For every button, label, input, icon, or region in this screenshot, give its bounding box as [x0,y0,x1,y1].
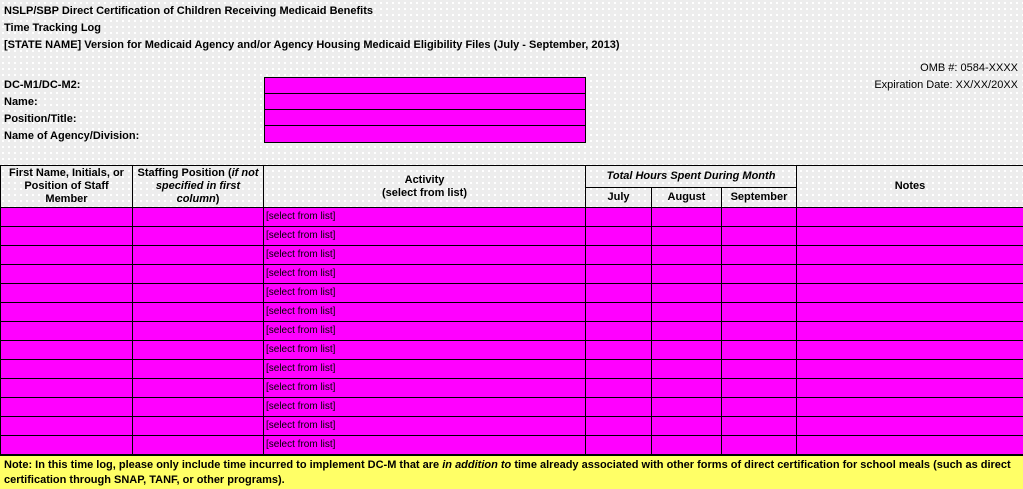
hours-august-cell[interactable] [652,322,722,341]
staffing-position-cell[interactable] [133,303,264,322]
note-banner [0,455,1023,489]
name-input[interactable] [265,94,585,110]
notes-cell[interactable] [797,417,1023,436]
hours-august-cell[interactable] [652,379,722,398]
hours-july-cell[interactable] [586,417,652,436]
activity-select-cell[interactable]: [select from list] [264,265,586,284]
notes-cell[interactable] [797,379,1023,398]
staffing-header-suffix: ) [215,193,220,205]
hours-july-cell[interactable] [586,284,652,303]
hours-september-cell[interactable] [722,398,797,417]
table-row [1,303,1023,322]
staff-name-cell[interactable] [1,284,133,303]
hours-august-cell[interactable] [652,265,722,284]
staffing-position-cell[interactable] [133,246,264,265]
hours-september-cell[interactable] [722,303,797,322]
staffing-position-cell[interactable] [133,265,264,284]
hours-july-cell[interactable] [586,322,652,341]
document-titles [4,3,620,54]
staff-name-cell[interactable] [1,417,133,436]
hours-august-cell[interactable] [652,436,722,455]
staff-name-cell[interactable] [1,246,133,265]
col-header-staff-name: First Name, Initials, or Position of Staff Member [1,166,133,208]
note-text-before: Note: In this time log, please only include time incurred to implement DC-M that are [4,459,443,471]
activity-select-cell[interactable]: [select from list] [264,360,586,379]
activity-select-cell[interactable]: [select from list] [264,398,586,417]
staff-name-cell[interactable] [1,227,133,246]
staffing-position-cell[interactable] [133,436,264,455]
staff-name-cell[interactable] [1,303,133,322]
form-input-boxes [264,77,586,143]
activity-select-cell[interactable]: [select from list] [264,284,586,303]
notes-cell[interactable] [797,341,1023,360]
activity-header-line1: Activity [404,173,445,186]
position-title-label: Position/Title: [4,113,77,125]
table-row [1,360,1023,379]
hours-august-cell[interactable] [652,417,722,436]
hours-september-cell[interactable] [722,341,797,360]
table-row [1,284,1023,303]
dc-m1-m2-input[interactable] [265,78,585,94]
hours-july-cell[interactable] [586,208,652,227]
dc-m1-m2-label: DC-M1/DC-M2: [4,79,81,91]
staffing-position-cell[interactable] [133,227,264,246]
staffing-position-cell[interactable] [133,284,264,303]
col-header-staffing-position [133,166,264,208]
table-row [1,341,1023,360]
agency-division-label: Name of Agency/Division: [4,130,140,142]
hours-september-cell[interactable] [722,208,797,227]
hours-july-cell[interactable] [586,360,652,379]
table-header [1,166,1023,208]
omb-number: OMB #: 0584-XXXX [920,62,1018,74]
activity-select-cell[interactable]: [select from list] [264,208,586,227]
hours-september-cell[interactable] [722,246,797,265]
hours-september-cell[interactable] [722,322,797,341]
staff-name-cell[interactable] [1,208,133,227]
hours-august-cell[interactable] [652,341,722,360]
hours-august-cell[interactable] [652,284,722,303]
staff-name-cell[interactable] [1,322,133,341]
activity-select-cell[interactable]: [select from list] [264,322,586,341]
position-title-input[interactable] [265,110,585,126]
table-row [1,436,1023,455]
hours-july-cell[interactable] [586,436,652,455]
time-tracking-table [0,165,1023,455]
table-row [1,265,1023,284]
hours-july-cell[interactable] [586,398,652,417]
activity-select-cell[interactable]: [select from list] [264,303,586,322]
col-header-notes: Notes [797,166,1023,208]
notes-cell[interactable] [797,265,1023,284]
name-label: Name: [4,96,38,108]
hours-september-cell[interactable] [722,436,797,455]
staff-name-cell[interactable] [1,360,133,379]
doc-subtitle: Time Tracking Log [4,22,101,34]
col-header-total-hours: Total Hours Spent During Month [586,166,797,188]
activity-select-cell[interactable]: [select from list] [264,379,586,398]
notes-cell[interactable] [797,398,1023,417]
hours-august-cell[interactable] [652,398,722,417]
staffing-header-italic: if not specified in first column [155,167,259,205]
doc-title: NSLP/SBP Direct Certification of Children Receiving Medicaid Benefits [4,5,373,17]
expiration-date: Expiration Date: XX/XX/20XX [874,79,1018,91]
notes-cell[interactable] [797,322,1023,341]
col-header-august: August [652,188,722,208]
agency-division-input[interactable] [265,126,585,142]
table-row [1,379,1023,398]
log-table-body [1,208,1023,455]
notes-cell[interactable] [797,208,1023,227]
activity-select-cell[interactable]: [select from list] [264,417,586,436]
hours-september-cell[interactable] [722,417,797,436]
notes-cell[interactable] [797,436,1023,455]
hours-july-cell[interactable] [586,379,652,398]
hours-july-cell[interactable] [586,341,652,360]
staffing-position-cell[interactable] [133,398,264,417]
notes-cell[interactable] [797,303,1023,322]
staff-name-cell[interactable] [1,265,133,284]
staff-name-cell[interactable] [1,398,133,417]
staff-name-cell[interactable] [1,341,133,360]
table-row [1,208,1023,227]
staffing-position-cell[interactable] [133,341,264,360]
hours-september-cell[interactable] [722,360,797,379]
notes-cell[interactable] [797,246,1023,265]
notes-cell[interactable] [797,360,1023,379]
table-row [1,322,1023,341]
col-header-september: September [722,188,797,208]
hours-september-cell[interactable] [722,379,797,398]
hours-august-cell[interactable] [652,360,722,379]
hours-august-cell[interactable] [652,208,722,227]
hours-july-cell[interactable] [586,227,652,246]
activity-select-cell[interactable]: [select from list] [264,436,586,455]
note-text-after: time already associated with other forms of direct certification for school meals (such as direct certification through SNAP, TANF, or other programs). [4,459,1011,486]
notes-cell[interactable] [797,227,1023,246]
table-row [1,417,1023,436]
notes-cell[interactable] [797,284,1023,303]
activity-select-cell[interactable]: [select from list] [264,227,586,246]
omb-block [874,60,1018,94]
staffing-position-cell[interactable] [133,322,264,341]
activity-select-cell[interactable]: [select from list] [264,341,586,360]
staffing-header-prefix: Staffing Position ( [137,167,232,179]
hours-july-cell[interactable] [586,246,652,265]
activity-header-line2: (select from list) [382,186,467,199]
col-header-activity [264,166,586,208]
staffing-position-cell[interactable] [133,360,264,379]
staffing-position-cell[interactable] [133,379,264,398]
hours-july-cell[interactable] [586,265,652,284]
hours-august-cell[interactable] [652,246,722,265]
hours-july-cell[interactable] [586,303,652,322]
hours-september-cell[interactable] [722,227,797,246]
hours-august-cell[interactable] [652,303,722,322]
table-row [1,246,1023,265]
note-text-italic: in addition to [442,459,512,471]
staff-name-cell[interactable] [1,436,133,455]
staffing-position-cell[interactable] [133,208,264,227]
hours-september-cell[interactable] [722,284,797,303]
hours-august-cell[interactable] [652,227,722,246]
form-labels [4,77,139,145]
staffing-position-cell[interactable] [133,417,264,436]
col-header-july: July [586,188,652,208]
hours-september-cell[interactable] [722,265,797,284]
activity-select-cell[interactable]: [select from list] [264,246,586,265]
doc-version-line: [STATE NAME] Version for Medicaid Agency and/or Agency Housing Medicaid Eligibility Files (July - September, 2013) [4,39,620,51]
table-row [1,227,1023,246]
table-row [1,398,1023,417]
staff-name-cell[interactable] [1,379,133,398]
